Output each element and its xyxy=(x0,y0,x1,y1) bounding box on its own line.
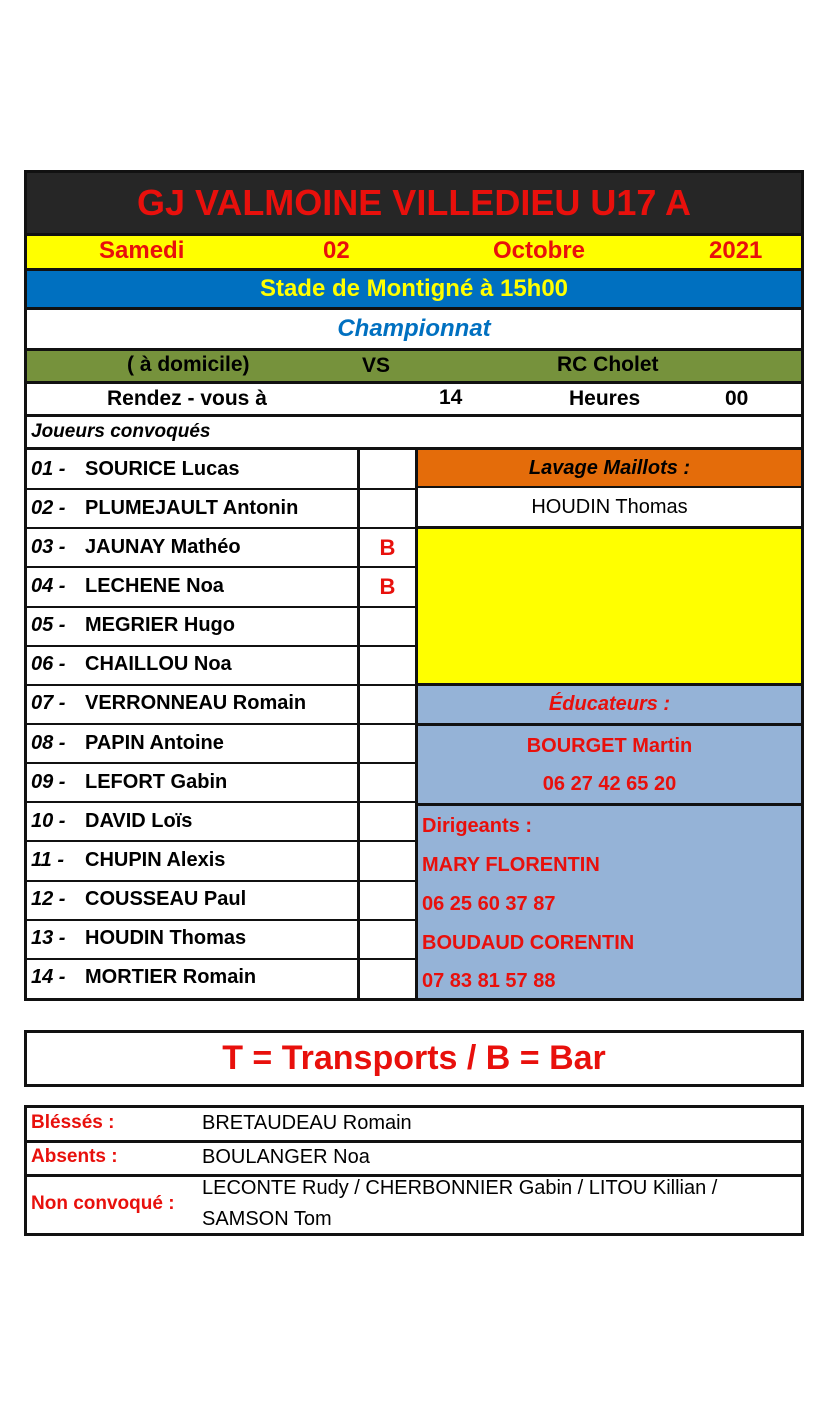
competition-row xyxy=(27,310,801,348)
match-date: 02 xyxy=(323,237,350,264)
laundry-label: Lavage Maillots : xyxy=(528,456,691,479)
player-number: 09 - xyxy=(31,770,66,793)
player-number: 13 - xyxy=(31,927,66,950)
date-row xyxy=(27,236,801,268)
player-name: JAUNAY Mathéo xyxy=(85,535,241,558)
player-name: MEGRIER Hugo xyxy=(85,614,235,637)
laundry-name: HOUDIN Thomas xyxy=(531,495,688,518)
player-number: 12 - xyxy=(31,888,66,911)
player-number: 06 - xyxy=(31,653,66,676)
venue-row xyxy=(27,271,801,307)
coach-info xyxy=(418,726,801,803)
home-label: ( à domicile) xyxy=(127,353,250,376)
player-number: 14 - xyxy=(31,966,66,989)
manager2-name: BOUDAUD CORENTIN xyxy=(422,932,635,954)
match-year: 2021 xyxy=(709,237,763,264)
not-called-row xyxy=(27,1177,801,1233)
not-called-line2: SAMSON Tom xyxy=(202,1208,332,1230)
manager1-name: MARY FLORENTIN xyxy=(422,854,600,876)
player-name: DAVID Loïs xyxy=(85,809,193,832)
convocation-sheet xyxy=(24,170,804,1001)
not-called-line1: LECONTE Rudy / CHERBONNIER Gabin / LITOU Killian / xyxy=(202,1177,718,1199)
injured-value: BRETAUDEAU Romain xyxy=(202,1112,412,1134)
player-number: 01 - xyxy=(31,457,66,480)
players-grid xyxy=(27,450,801,998)
player-name: COUSSEAU Paul xyxy=(85,888,247,911)
manager1-phone: 06 25 60 37 87 xyxy=(422,893,556,915)
laundry-person xyxy=(418,488,801,526)
team-title: GJ VALMOINE VILLEDIEU U17 A xyxy=(136,182,692,223)
yellow-blank-panel xyxy=(418,529,801,683)
hours-label: Heures xyxy=(569,387,641,410)
player-name: CHAILLOU Noa xyxy=(85,653,232,676)
player-name: SOURICE Lucas xyxy=(85,457,240,480)
player-name: HOUDIN Thomas xyxy=(85,927,247,950)
competition-name: Championnat xyxy=(337,315,491,342)
player-name: PAPIN Antoine xyxy=(85,731,224,754)
managers-label: Dirigeants : xyxy=(422,815,533,837)
player-number: 05 - xyxy=(31,614,66,637)
meeting-minutes: 00 xyxy=(725,387,749,410)
laundry-header xyxy=(418,450,801,486)
opponent-name: RC Cholet xyxy=(557,353,659,376)
player-role-mark: B xyxy=(379,573,396,599)
match-month: Octobre xyxy=(493,237,586,264)
coaches-header xyxy=(418,686,801,723)
players-label: Joueurs convoqués xyxy=(31,421,211,442)
player-name: VERRONNEAU Romain xyxy=(85,692,307,715)
player-number: 11 - xyxy=(31,848,64,871)
absences-table xyxy=(24,1105,804,1236)
absent-row xyxy=(27,1143,801,1174)
coaches-label: Éducateurs : xyxy=(548,693,671,715)
meeting-label: Rendez - vous à xyxy=(107,387,267,410)
coach-name: BOURGET Martin xyxy=(526,734,693,757)
player-name: MORTIER Romain xyxy=(85,966,257,989)
match-row xyxy=(27,351,801,381)
player-number: 08 - xyxy=(31,731,66,754)
player-role-mark: B xyxy=(379,534,396,560)
player-name: LECHENE Noa xyxy=(85,574,224,597)
match-day: Samedi xyxy=(99,237,185,264)
players-label-row xyxy=(27,417,801,447)
coach-phone: 06 27 42 65 20 xyxy=(542,772,677,795)
title-row xyxy=(27,173,801,233)
venue-text: Stade de Montigné à 15h00 xyxy=(259,275,569,302)
managers-panel xyxy=(418,806,801,998)
injured-label: Bléssés : xyxy=(31,1112,115,1133)
player-name: LEFORT Gabin xyxy=(85,770,228,793)
absent-label: Absents : xyxy=(31,1146,118,1167)
player-number: 07 - xyxy=(31,692,66,715)
player-name: CHUPIN Alexis xyxy=(85,848,226,871)
injured-row xyxy=(27,1108,801,1140)
player-number: 03 - xyxy=(31,535,66,558)
player-number: 10 - xyxy=(31,809,66,832)
player-number: 04 - xyxy=(31,574,66,597)
meeting-row xyxy=(27,384,801,414)
player-number: 02 - xyxy=(31,496,66,519)
legend-text: T = Transports / B = Bar xyxy=(222,1039,606,1077)
not-called-label: Non convoqué : xyxy=(31,1193,175,1214)
legend-box xyxy=(24,1030,804,1087)
player-name: PLUMEJAULT Antonin xyxy=(85,496,299,519)
meeting-hour: 14 xyxy=(439,386,463,409)
manager2-phone: 07 83 81 57 88 xyxy=(422,970,556,992)
vs-label: VS xyxy=(362,354,391,377)
absent-value: BOULANGER Noa xyxy=(202,1146,370,1168)
